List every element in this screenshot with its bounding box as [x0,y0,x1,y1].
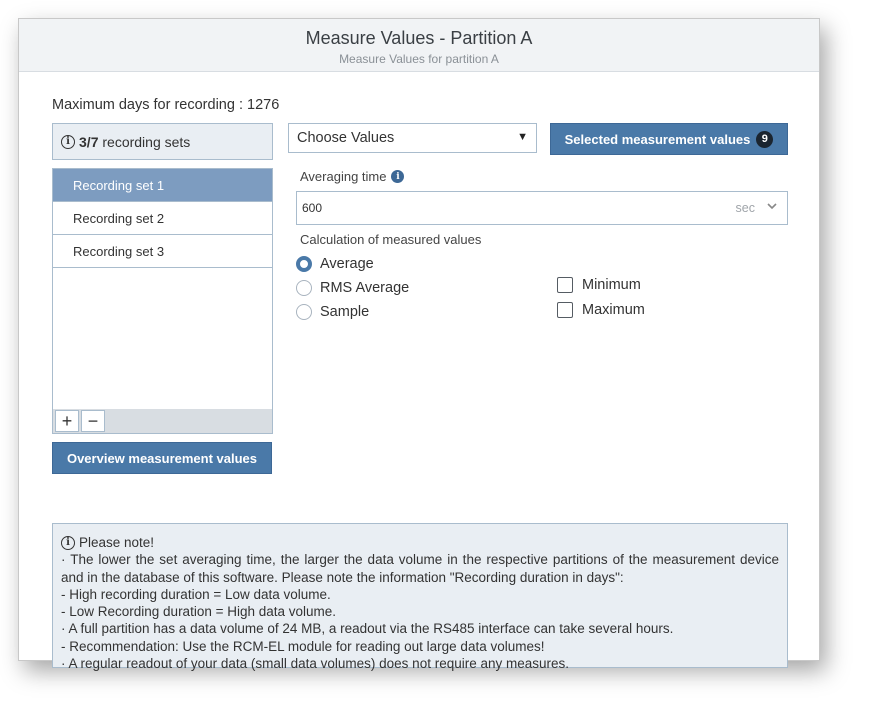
sets-count-current: 3 [79,133,87,150]
selected-values-label: Selected measurement values [564,131,751,147]
dropdown-arrow-icon: ▼ [517,131,528,143]
info-icon: i [61,135,75,149]
please-note-panel [52,523,788,672]
selected-count-badge: 9 [756,131,773,148]
radio-button[interactable] [296,256,312,272]
checkbox-maximum[interactable] [557,302,645,318]
radio-average[interactable] [296,256,374,272]
note-line: - High recording duration = Low data volume. [61,586,331,602]
remove-recording-set-button[interactable]: − [81,410,105,432]
note-line: - Low Recording duration = High data volume. [61,604,337,620]
averaging-time-unit: sec [735,201,755,215]
averaging-time-text: Averaging time [300,169,387,184]
info-icon: i [61,536,75,550]
radio-rms-average[interactable] [296,280,409,296]
note-heading [61,534,779,551]
radio-sample[interactable] [296,304,369,320]
radio-button[interactable] [296,304,312,320]
checkbox[interactable] [557,302,573,318]
note-paragraph: · The lower the set averaging time, the larger the data volume in the respective partitions of the measurement device and in the database of this software. Please note the information "Recording duration in days": [61,552,779,585]
checkbox-minimum[interactable] [557,277,641,293]
dialog-header [19,19,819,72]
calculation-label: Calculation of measured values [300,232,482,247]
note-line: · A full partition has a data volume of 24 MB, a readout via the RS485 interface can take several hours. [61,621,674,637]
averaging-time-select[interactable] [296,191,788,225]
overview-measurement-values-button[interactable]: Overview measurement values [52,442,272,474]
measure-values-dialog [18,18,820,672]
radio-label: RMS Average [320,280,410,296]
radio-label: Average [320,256,374,272]
sets-count-total: 7 [90,133,99,150]
note-heading-text: Please note! [79,535,155,550]
choose-values-label: Choose Values [297,130,395,146]
selected-measurement-values-button[interactable] [550,123,788,155]
list-toolbar [53,409,272,433]
chevron-down-icon [766,200,778,215]
choose-values-dropdown[interactable] [288,123,537,153]
radio-button[interactable] [296,280,312,296]
note-line: - Recommendation: Use the RCM-EL module for reading out large data volumes! [61,638,545,654]
note-line: · A regular readout of your data (small data volumes) does not require any measures. [61,656,570,672]
checkbox-label: Minimum [582,277,641,293]
checkbox[interactable] [557,277,573,293]
info-icon[interactable]: i [391,170,404,183]
sets-count-separator: / [86,133,91,150]
recording-set-list [52,168,273,434]
dialog-title: Measure Values - Partition A [305,28,533,48]
recording-set-item[interactable]: Recording set 2 [53,202,272,235]
add-recording-set-button[interactable]: + [55,410,79,432]
max-days-label: Maximum days for recording : 1276 [52,97,280,113]
dialog-subtitle: Measure Values for partition A [339,52,499,66]
recording-set-item[interactable]: Recording set 1 [53,169,272,202]
sets-count-suffix: recording sets [98,133,191,150]
averaging-time-value: 600 [302,201,323,215]
averaging-time-label [300,169,404,184]
checkbox-label: Maximum [582,302,645,318]
recording-set-item[interactable]: Recording set 3 [53,235,272,268]
recording-sets-count [52,123,273,160]
radio-label: Sample [320,304,370,320]
